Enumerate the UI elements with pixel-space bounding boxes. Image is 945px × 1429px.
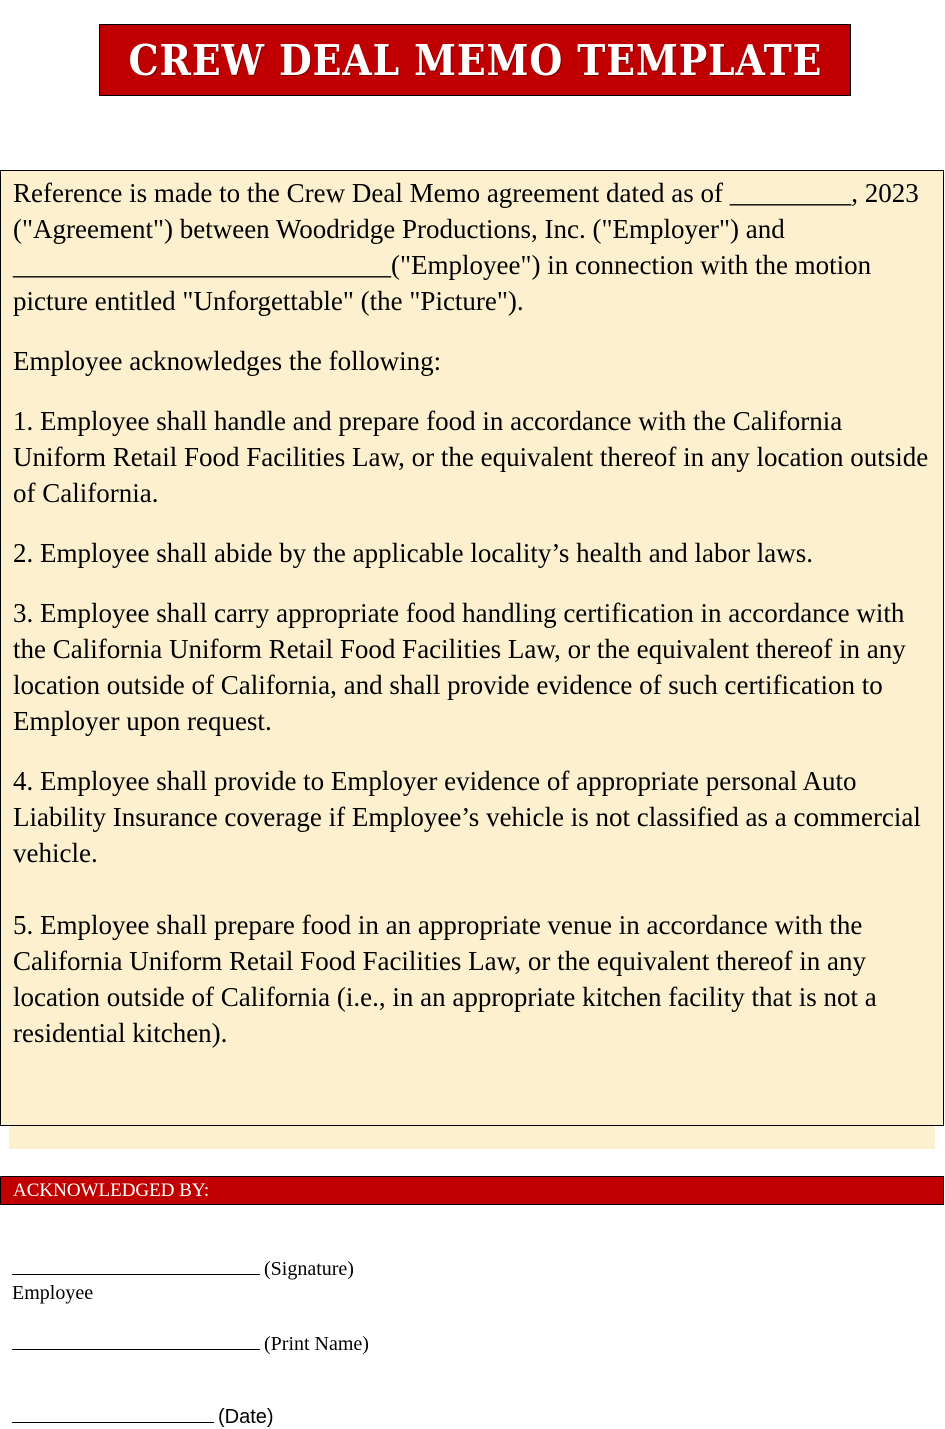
item-4: 4. Employee shall provide to Employer evidence of appropriate personal Auto Liability Insurance coverage if Employee’s vehicle is not classified as a commercial vehicle. xyxy=(13,766,921,868)
signature-label: (Signature) xyxy=(264,1258,354,1280)
acknowledged-heading: ACKNOWLEDGED BY: xyxy=(0,1176,944,1205)
date-row xyxy=(12,1404,274,1429)
date-label: (Date) xyxy=(218,1406,274,1428)
item-1: 1. Employee shall handle and prepare food in accordance with the California Uniform Retail Food Facilities Law, or the equivalent thereof in any location outside of California. xyxy=(13,406,929,508)
title-banner xyxy=(99,24,851,96)
body-box-shadow xyxy=(9,1125,935,1149)
item-3: 3. Employee shall carry appropriate food handling certification in accordance with the California Uniform Retail Food Facilities Law, or the equivalent thereof in any location outside of California, and shall provide evidence of such certification to Employer upon request. xyxy=(13,598,906,736)
employee-label: Employee xyxy=(12,1282,94,1304)
intro-paragraph: Reference is made to the Crew Deal Memo agreement dated as of _________, 2023 ("Agreement") between Woodridge Productions, Inc. ("Employer") and ____________________________("Employee") in connection with the motion picture entitled "Unforgettable" (the "Picture"). xyxy=(13,178,919,316)
signature-field[interactable] xyxy=(12,1256,260,1275)
document-title: CREW DEAL MEMO TEMPLATE xyxy=(128,35,822,85)
acknowledges-paragraph: Employee acknowledges the following: xyxy=(13,346,442,376)
print-name-field[interactable] xyxy=(12,1331,260,1350)
item-2: 2. Employee shall abide by the applicable locality’s health and labor laws. xyxy=(13,538,814,568)
date-field[interactable] xyxy=(12,1404,214,1423)
memo-body xyxy=(0,170,944,1126)
signature-row xyxy=(12,1256,354,1281)
item-5: 5. Employee shall prepare food in an appropriate venue in accordance with the California Uniform Retail Food Facilities Law, or the equivalent thereof in any location outside of California (i.e., in an appropriate kitchen facility that is not a residential kitchen). xyxy=(13,910,877,1048)
print-name-label: (Print Name) xyxy=(264,1333,369,1355)
print-name-row xyxy=(12,1331,369,1356)
